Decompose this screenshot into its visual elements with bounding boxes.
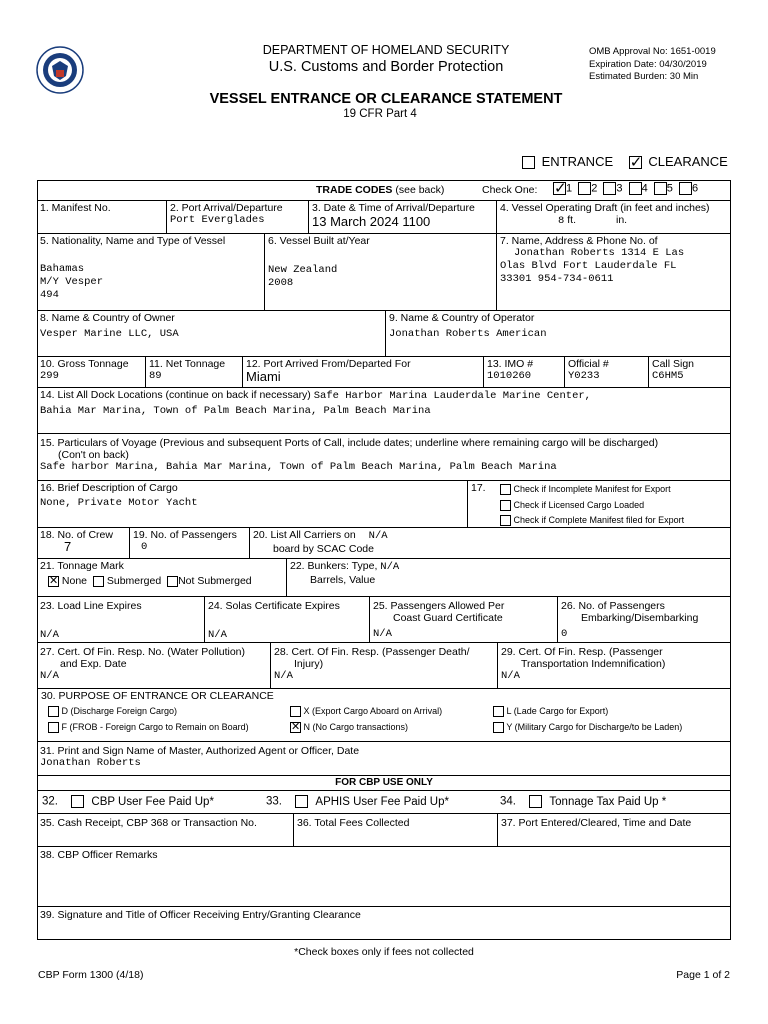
field-5-vessel[interactable]: 5. Nationality, Name and Type of Vessel Bahamas M/Y Vesper 494 — [37, 233, 264, 310]
field-13-imo[interactable]: 13. IMO # 1010260 — [483, 356, 564, 387]
field-18-crew[interactable]: 18. No. of Crew 7 — [37, 527, 129, 558]
purpose-x-checkbox[interactable] — [290, 706, 301, 717]
field-35-cash-receipt[interactable]: 35. Cash Receipt, CBP 368 or Transaction No. — [37, 813, 293, 846]
trade-code-3-checkbox[interactable] — [603, 182, 616, 195]
field-4-draft[interactable]: 4. Vessel Operating Draft (in feet and inches) 8 ft. in. — [496, 200, 731, 233]
dhs-seal — [36, 46, 84, 94]
purpose-y: Y (Military Cargo for Discharge/to be Laden) — [493, 722, 682, 733]
field-38-officer-remarks[interactable]: 38. CBP Officer Remarks — [37, 846, 731, 906]
tonnage-not-submerged-checkbox[interactable] — [167, 576, 178, 587]
field-32-cbp-fee: 32. CBP User Fee Paid Up* — [42, 795, 214, 808]
field-27-fin-resp-pollution[interactable]: 27. Cert. Of Fin. Resp. No. (Water Pollution) and Exp. Date N/A — [37, 642, 270, 688]
form-number: CBP Form 1300 (4/18) — [38, 969, 144, 981]
clearance-checkbox[interactable] — [629, 156, 642, 169]
purpose-l-checkbox[interactable] — [493, 706, 504, 717]
form-title: VESSEL ENTRANCE OR CLEARANCE STATEMENT — [209, 91, 563, 107]
entrance-clearance-group — [522, 154, 728, 169]
tonnage-submerged-checkbox[interactable] — [93, 576, 104, 587]
field-16-cargo[interactable]: 16. Brief Description of Cargo None, Private Motor Yacht — [37, 480, 467, 527]
complete-manifest-checkbox[interactable] — [500, 515, 511, 526]
field-25-passengers-allowed[interactable]: 25. Passengers Allowed Per Coast Guard Certificate N/A — [369, 596, 557, 642]
purpose-d: D (Discharge Foreign Cargo) — [48, 706, 177, 717]
field-31-master-signature[interactable]: 31. Print and Sign Name of Master, Authorized Agent or Officer, Date Jonathan Roberts — [37, 741, 731, 775]
trade-code-4-checkbox[interactable] — [629, 182, 642, 195]
field-11-net-tonnage[interactable]: 11. Net Tonnage 89 — [145, 356, 242, 387]
trade-code-2-checkbox[interactable] — [578, 182, 591, 195]
purpose-l: L (Lade Cargo for Export) — [493, 706, 608, 717]
form-subtitle: 19 CFR Part 4 — [343, 108, 417, 120]
field-29-fin-resp-indemnification[interactable]: 29. Cert. Of Fin. Resp. (Passenger Transportation Indemnification) N/A — [497, 642, 731, 688]
field-call-sign[interactable]: Call Sign C6HM5 — [648, 356, 731, 387]
purpose-x: X (Export Cargo Aboard on Arrival) — [290, 706, 442, 717]
field-3-date-time[interactable]: 3. Date & Time of Arrival/Departure 13 March 2024 1100 — [308, 200, 496, 233]
field-15-voyage[interactable]: 15. Particulars of Voyage (Previous and subsequent Ports of Call, include dates; underline where remaining cargo will be discharged) (Con't on back) Safe harbor Marina, Bahia Mar Marina, Town of Palm Beach Marina, Palm Beach Marina — [37, 433, 731, 480]
agency-name: U.S. Customs and Border Protection — [268, 59, 504, 75]
field-20-carriers[interactable]: 20. List All Carriers on N/A board by SCAC Code — [249, 527, 731, 558]
field-36-total-fees[interactable]: 36. Total Fees Collected — [293, 813, 497, 846]
field-17-checks: 17. — [467, 480, 731, 527]
expiration-date: Expiration Date: 04/30/2019 — [589, 59, 707, 70]
field-21-tonnage-mark: 21. Tonnage Mark ✕ None Submerged Not Submerged — [37, 558, 286, 596]
page-number: Page 1 of 2 — [676, 969, 730, 981]
field-39-officer-signature[interactable]: 39. Signature and Title of Officer Receiving Entry/Granting Clearance — [37, 906, 731, 940]
field-33-aphis-fee: 33. APHIS User Fee Paid Up* — [266, 795, 449, 808]
tonnage-tax-checkbox[interactable] — [529, 795, 542, 808]
field-26-embarking[interactable]: 26. No. of Passengers Embarking/Disembarking 0 — [557, 596, 731, 642]
field-34-tonnage-tax: 34. Tonnage Tax Paid Up * — [500, 795, 667, 808]
trade-codes-label: TRADE CODES (see back) — [316, 184, 445, 196]
estimated-burden: Estimated Burden: 30 Min — [589, 71, 699, 82]
cbp-fee-checkbox[interactable] — [71, 795, 84, 808]
field-17-options: Check if Incomplete Manifest for Export Check if Licensed Cargo Loaded Check if Complete Manifest filed for Export — [500, 482, 684, 529]
purpose-d-checkbox[interactable] — [48, 706, 59, 717]
aphis-fee-checkbox[interactable] — [295, 795, 308, 808]
purpose-f: F (FROB - Foreign Cargo to Remain on Board) — [48, 722, 249, 733]
field-23-load-line[interactable]: 23. Load Line Expires N/A — [37, 596, 204, 642]
incomplete-manifest-checkbox[interactable] — [500, 484, 511, 495]
field-official-number[interactable]: Official # Y0233 — [564, 356, 648, 387]
field-28-fin-resp-death[interactable]: 28. Cert. Of Fin. Resp. (Passenger Death/ Injury) N/A — [270, 642, 497, 688]
field-8-owner[interactable]: 8. Name & Country of Owner Vesper Marine LLC, USA — [37, 310, 385, 356]
field-9-operator[interactable]: 9. Name & Country of Operator Jonathan Roberts American — [385, 310, 731, 356]
cbp-use-only-heading: FOR CBP USE ONLY — [335, 777, 433, 788]
trade-code-options: ✓ 1 2 3 4 5 6 — [553, 182, 698, 195]
dept-name: DEPARTMENT OF HOMELAND SECURITY — [262, 43, 510, 57]
purpose-f-checkbox[interactable] — [48, 722, 59, 733]
tonnage-none-checkbox[interactable] — [48, 576, 59, 587]
field-22-bunkers[interactable]: 22. Bunkers: Type, N/A Barrels, Value — [286, 558, 731, 596]
field-14-dock-locations[interactable]: 14. List All Dock Locations (continue on back if necessary) Safe Harbor Marina Lauderdale Marine Center, Bahia Mar Marina, Town of Palm Beach Marina, Palm Beach Marina — [37, 387, 731, 433]
check-one-label: Check One: — [482, 184, 538, 196]
field-7-contact[interactable]: 7. Name, Address & Phone No. of Jonathan Roberts 1314 E Las Olas Blvd Fort Lauderdale FL 33301 954-734-0611 — [496, 233, 731, 310]
field-10-gross-tonnage[interactable]: 10. Gross Tonnage 299 — [37, 356, 145, 387]
field-12-port-from[interactable]: 12. Port Arrived From/Departed For Miami — [242, 356, 483, 387]
field-30-purpose-label: 30. PURPOSE OF ENTRANCE OR CLEARANCE — [41, 690, 274, 702]
field-6-built[interactable]: 6. Vessel Built at/Year New Zealand 2008 — [264, 233, 496, 310]
field-1-manifest[interactable]: 1. Manifest No. — [37, 200, 166, 233]
field-2-port[interactable]: 2. Port Arrival/Departure Port Everglades — [166, 200, 308, 233]
purpose-y-checkbox[interactable] — [493, 722, 504, 733]
entrance-label: ENTRANCE — [541, 154, 614, 169]
fee-footnote: *Check boxes only if fees not collected — [294, 946, 474, 958]
field-37-port-entered[interactable]: 37. Port Entered/Cleared, Time and Date — [497, 813, 731, 846]
trade-code-5-checkbox[interactable] — [654, 182, 667, 195]
trade-code-1-checkbox[interactable] — [553, 182, 566, 195]
licensed-cargo-checkbox[interactable] — [500, 500, 511, 511]
trade-code-6-checkbox[interactable] — [679, 182, 692, 195]
omb-approval: OMB Approval No: 1651-0019 — [589, 46, 716, 57]
field-19-passengers[interactable]: 19. No. of Passengers 0 — [129, 527, 249, 558]
purpose-n: ✕ N (No Cargo transactions) — [290, 722, 408, 733]
purpose-n-checkbox[interactable] — [290, 722, 301, 733]
clearance-label: CLEARANCE — [648, 154, 728, 169]
entrance-checkbox[interactable] — [522, 156, 535, 169]
field-24-solas[interactable]: 24. Solas Certificate Expires N/A — [204, 596, 369, 642]
